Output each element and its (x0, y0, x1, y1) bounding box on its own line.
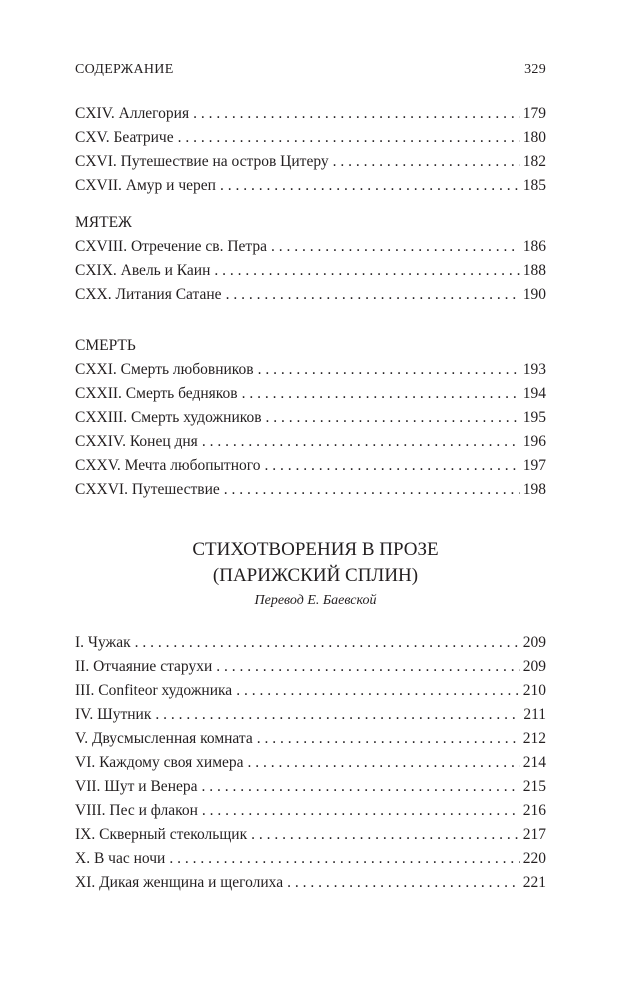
leader-dots (258, 358, 520, 382)
leader-dots (214, 259, 519, 283)
toc-entry-title: CXXIII. Смерть художников (75, 409, 262, 426)
toc-entry (75, 430, 546, 454)
toc-entry-title: II. Отчаяние старухи (75, 658, 213, 675)
leader-dots (333, 150, 520, 174)
toc-entry-title: III. Confiteor художника (75, 682, 233, 699)
leader-dots (271, 235, 520, 259)
toc-entry (75, 174, 546, 198)
toc-entry-page: 212 (522, 730, 546, 747)
toc-entry (75, 847, 546, 871)
toc-entry-title: CXIX. Авель и Каин (75, 262, 211, 279)
toc-entry-title: I. Чужак (75, 634, 131, 651)
toc-entry-title: CXVIII. Отречение св. Петра (75, 238, 267, 255)
leader-dots (287, 871, 520, 895)
leader-dots (251, 823, 520, 847)
toc-entry-title: IX. Скверный стекольщик (75, 826, 248, 843)
toc-entry (75, 799, 546, 823)
section-heading: МЯТЕЖ (75, 214, 132, 231)
toc-entry-page: 220 (522, 850, 546, 867)
toc-entry-title: CXXIV. Конец дня (75, 433, 198, 450)
toc-entry-page: 217 (522, 826, 546, 843)
part-title-line1: СТИХОТВОРЕНИЯ В ПРОЗЕ (192, 539, 439, 560)
toc-entry (75, 283, 546, 307)
toc-entry-page: 197 (522, 457, 546, 474)
toc-entry (75, 775, 546, 799)
toc-entry (75, 259, 546, 283)
leader-dots (202, 430, 520, 454)
toc-entry-page: 215 (522, 778, 546, 795)
toc-entry (75, 102, 546, 126)
toc-entry (75, 751, 546, 775)
toc-entry-title: VIII. Пес и флакон (75, 802, 198, 819)
leader-dots (193, 102, 520, 126)
leader-dots (236, 679, 520, 703)
toc-entry-page: 193 (522, 361, 546, 378)
toc-entry (75, 727, 546, 751)
leader-dots (220, 174, 520, 198)
part-title-line2: (ПАРИЖСКИЙ СПЛИН) (212, 565, 419, 586)
toc-entry-page: 188 (522, 262, 546, 279)
leader-dots (155, 703, 520, 727)
toc-entry-page: 185 (522, 177, 546, 194)
leader-dots (216, 655, 519, 679)
leader-dots (135, 631, 520, 655)
toc-entry-title: X. В час ночи (75, 850, 166, 867)
leader-dots (226, 283, 520, 307)
toc-entry-page: 196 (522, 433, 546, 450)
toc-entry (75, 478, 546, 502)
toc-entry-title: IV. Шутник (75, 706, 152, 723)
toc-entry-title: CXXV. Мечта любопытного (75, 457, 261, 474)
toc-entry-title: CXVI. Путешествие на остров Цитеру (75, 153, 329, 170)
running-header-title: СОДЕРЖАНИЕ (75, 62, 174, 77)
leader-dots (224, 478, 520, 502)
toc-entry-page: 179 (522, 105, 546, 122)
toc-entry (75, 126, 546, 150)
toc-entry (75, 454, 546, 478)
toc-entry (75, 823, 546, 847)
leader-dots (264, 454, 519, 478)
toc-entry (75, 235, 546, 259)
leader-dots (266, 406, 520, 430)
toc-entry (75, 631, 546, 655)
toc-entry-title: CXXII. Смерть бедняков (75, 385, 238, 402)
toc-entry-page: 210 (522, 682, 546, 699)
toc-entry-title: V. Двусмысленная комната (75, 730, 253, 747)
toc-entry-page: 209 (522, 634, 546, 651)
leader-dots (202, 775, 520, 799)
toc-entry-page: 211 (523, 706, 546, 723)
toc-entry-page: 209 (522, 658, 546, 675)
page-number: 329 (524, 62, 546, 77)
leader-dots (169, 847, 519, 871)
toc-entry-title: VII. Шут и Венера (75, 778, 198, 795)
toc-entry (75, 406, 546, 430)
toc-entry-title: VI. Каждому своя химера (75, 754, 244, 771)
toc-entry (75, 871, 546, 895)
toc-entry (75, 703, 546, 727)
part-translator: Перевод Е. Баевской (254, 593, 377, 608)
toc-entry-page: 194 (522, 385, 546, 402)
toc-part-items (75, 631, 546, 895)
section-heading: СМЕРТЬ (75, 337, 136, 354)
toc-section-revolt (75, 211, 546, 307)
toc-entry-title: XI. Дикая женщина и щеголиха (75, 874, 284, 891)
leader-dots (257, 727, 520, 751)
toc-entry (75, 358, 546, 382)
toc-entry-title: CXIV. Аллегория (75, 105, 190, 122)
toc-entry-title: CXV. Беатриче (75, 129, 174, 146)
toc-entry (75, 679, 546, 703)
toc-entry-page: 190 (522, 286, 546, 303)
leader-dots (202, 799, 520, 823)
toc-entry-page: 216 (522, 802, 546, 819)
toc-entry-page: 180 (522, 129, 546, 146)
toc-entry-page: 214 (522, 754, 546, 771)
toc-entry (75, 382, 546, 406)
toc-entry-page: 186 (522, 238, 546, 255)
leader-dots (242, 382, 520, 406)
leader-dots (178, 126, 520, 150)
toc-entry (75, 655, 546, 679)
toc-entry-title: CXXVI. Путешествие (75, 481, 220, 498)
running-header (75, 62, 546, 78)
toc-entry-page: 182 (522, 153, 546, 170)
toc-entry-title: CXXI. Смерть любовников (75, 361, 254, 378)
toc-section-death (75, 334, 546, 502)
leader-dots (248, 751, 520, 775)
toc-entry-page: 221 (522, 874, 546, 891)
toc-entry (75, 150, 546, 174)
toc-entry-title: CXX. Литания Сатане (75, 286, 222, 303)
toc-entry-title: CXVII. Амур и череп (75, 177, 216, 194)
toc-entry-page: 195 (522, 409, 546, 426)
toc-group-1 (75, 102, 546, 198)
toc-entry-page: 198 (522, 481, 546, 498)
